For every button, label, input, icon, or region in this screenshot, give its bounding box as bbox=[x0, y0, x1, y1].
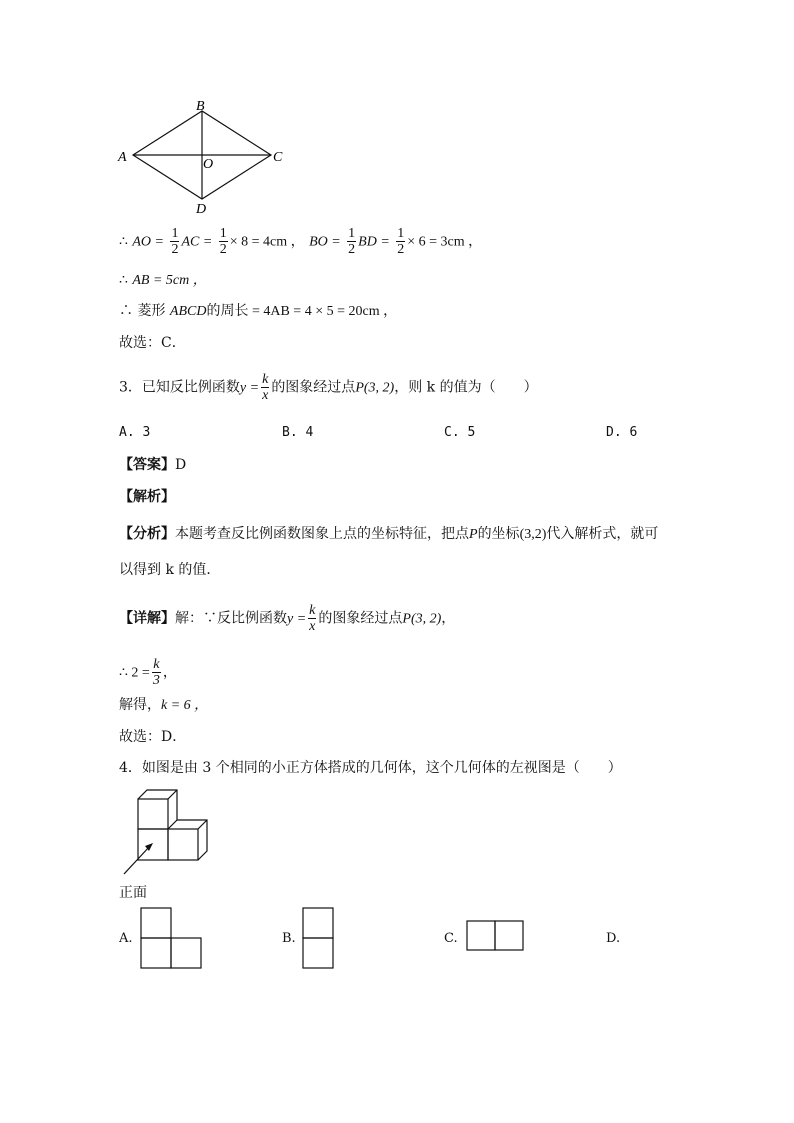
q3-solve: 解得，k = 6 ， bbox=[119, 697, 209, 713]
ao-result: × 8 = 4cm ， bbox=[229, 234, 305, 250]
answer-value: D bbox=[175, 457, 187, 473]
q3-option-b: B. 4 bbox=[282, 425, 314, 440]
q4-option-b: B. bbox=[282, 931, 296, 946]
label-d: D bbox=[196, 202, 207, 217]
sol2-choose: 故选：C． bbox=[119, 335, 186, 351]
q3-equation: ∴ 2 = $\frac{k}{3}$ ， bbox=[119, 657, 177, 688]
fraction-half: $\frac{1}{2}$ bbox=[219, 226, 227, 257]
front-label: 正面 bbox=[119, 885, 147, 901]
q3-point: P(3, 2) bbox=[355, 380, 395, 396]
sol2-perimeter-line: ∴ 菱形 ABCD的周长 = 4AB = 4 × 5 = 20cm ， bbox=[119, 303, 398, 319]
q3-choose: 故选：D． bbox=[119, 729, 187, 745]
ab-value: AB = 5cm ， bbox=[132, 273, 207, 288]
label-o: O bbox=[203, 157, 214, 172]
therefore-symbol: ∴ bbox=[119, 233, 128, 250]
q3-fenxi-line2: 以得到 k 的值． bbox=[119, 562, 221, 578]
label-c: C bbox=[273, 150, 283, 165]
sol2-ao-bo-line bbox=[119, 226, 482, 257]
q4-option-d: D. bbox=[606, 931, 621, 946]
fraction-half: $\frac{1}{2}$ bbox=[171, 226, 179, 257]
q4-option-b-figure bbox=[302, 907, 334, 969]
fraction-k-over-x: $\frac{k}{x}$ bbox=[309, 603, 316, 634]
ao-mid: AC = bbox=[181, 234, 213, 250]
q3-option-d: D. 6 bbox=[606, 425, 638, 440]
bo-lhs: BO = bbox=[309, 234, 341, 250]
q3-option-a: A. 3 bbox=[119, 425, 151, 440]
fraction-half: $\frac{1}{2}$ bbox=[397, 226, 405, 257]
q3-detail: 【详解】解：∵反比例函数y = $\frac{k}{x}$ 的图象经过点P(3, 2)， bbox=[119, 603, 456, 634]
rhombus-figure bbox=[115, 95, 295, 220]
perimeter-prefix: 菱形 bbox=[137, 303, 166, 319]
bo-mid: BD = bbox=[358, 234, 390, 250]
cube-figure bbox=[118, 786, 218, 878]
q4-option-c: C. bbox=[444, 931, 458, 946]
fraction-half: $\frac{1}{2}$ bbox=[348, 226, 356, 257]
answer-tag: 【答案】 bbox=[119, 457, 175, 473]
q3-stem: 3．已知反比例函数y = $\frac{k}{x}$ 的图象经过点P(3, 2)，则 k 的值为（ ） bbox=[119, 372, 538, 403]
q3-analysis-tag: 【解析】 bbox=[119, 489, 175, 505]
label-b: B bbox=[196, 99, 205, 114]
perimeter-result: 的周长 = 4AB = 4 × 5 = 20cm ， bbox=[206, 304, 398, 319]
q4-option-a-figure bbox=[140, 907, 202, 969]
sol2-ab-line: ∴ AB = 5cm ， bbox=[119, 272, 207, 288]
q3-answer bbox=[119, 455, 186, 475]
q3-fenxi: 【分析】本题考查反比例函数图象上点的坐标特征，把点P的坐标(3,2)代入解析式，就可 bbox=[119, 526, 659, 542]
q3-option-c: C. 5 bbox=[444, 425, 476, 440]
fraction-k-over-x: $\frac{k}{x}$ bbox=[262, 372, 269, 403]
fraction-k-over-3: $\frac{k}{3}$ bbox=[152, 657, 160, 688]
ao-lhs: AO = bbox=[132, 234, 164, 250]
label-a: A bbox=[118, 150, 127, 165]
bo-result: × 6 = 3cm ， bbox=[407, 234, 483, 250]
q4-stem: 4．如图是由 3 个相同的小正方体搭成的几何体，这个几何体的左视图是（ ） bbox=[119, 760, 622, 776]
perimeter-var: ABCD bbox=[169, 304, 207, 319]
q4-option-c-figure bbox=[466, 920, 524, 951]
q4-option-a: A. bbox=[119, 931, 133, 946]
